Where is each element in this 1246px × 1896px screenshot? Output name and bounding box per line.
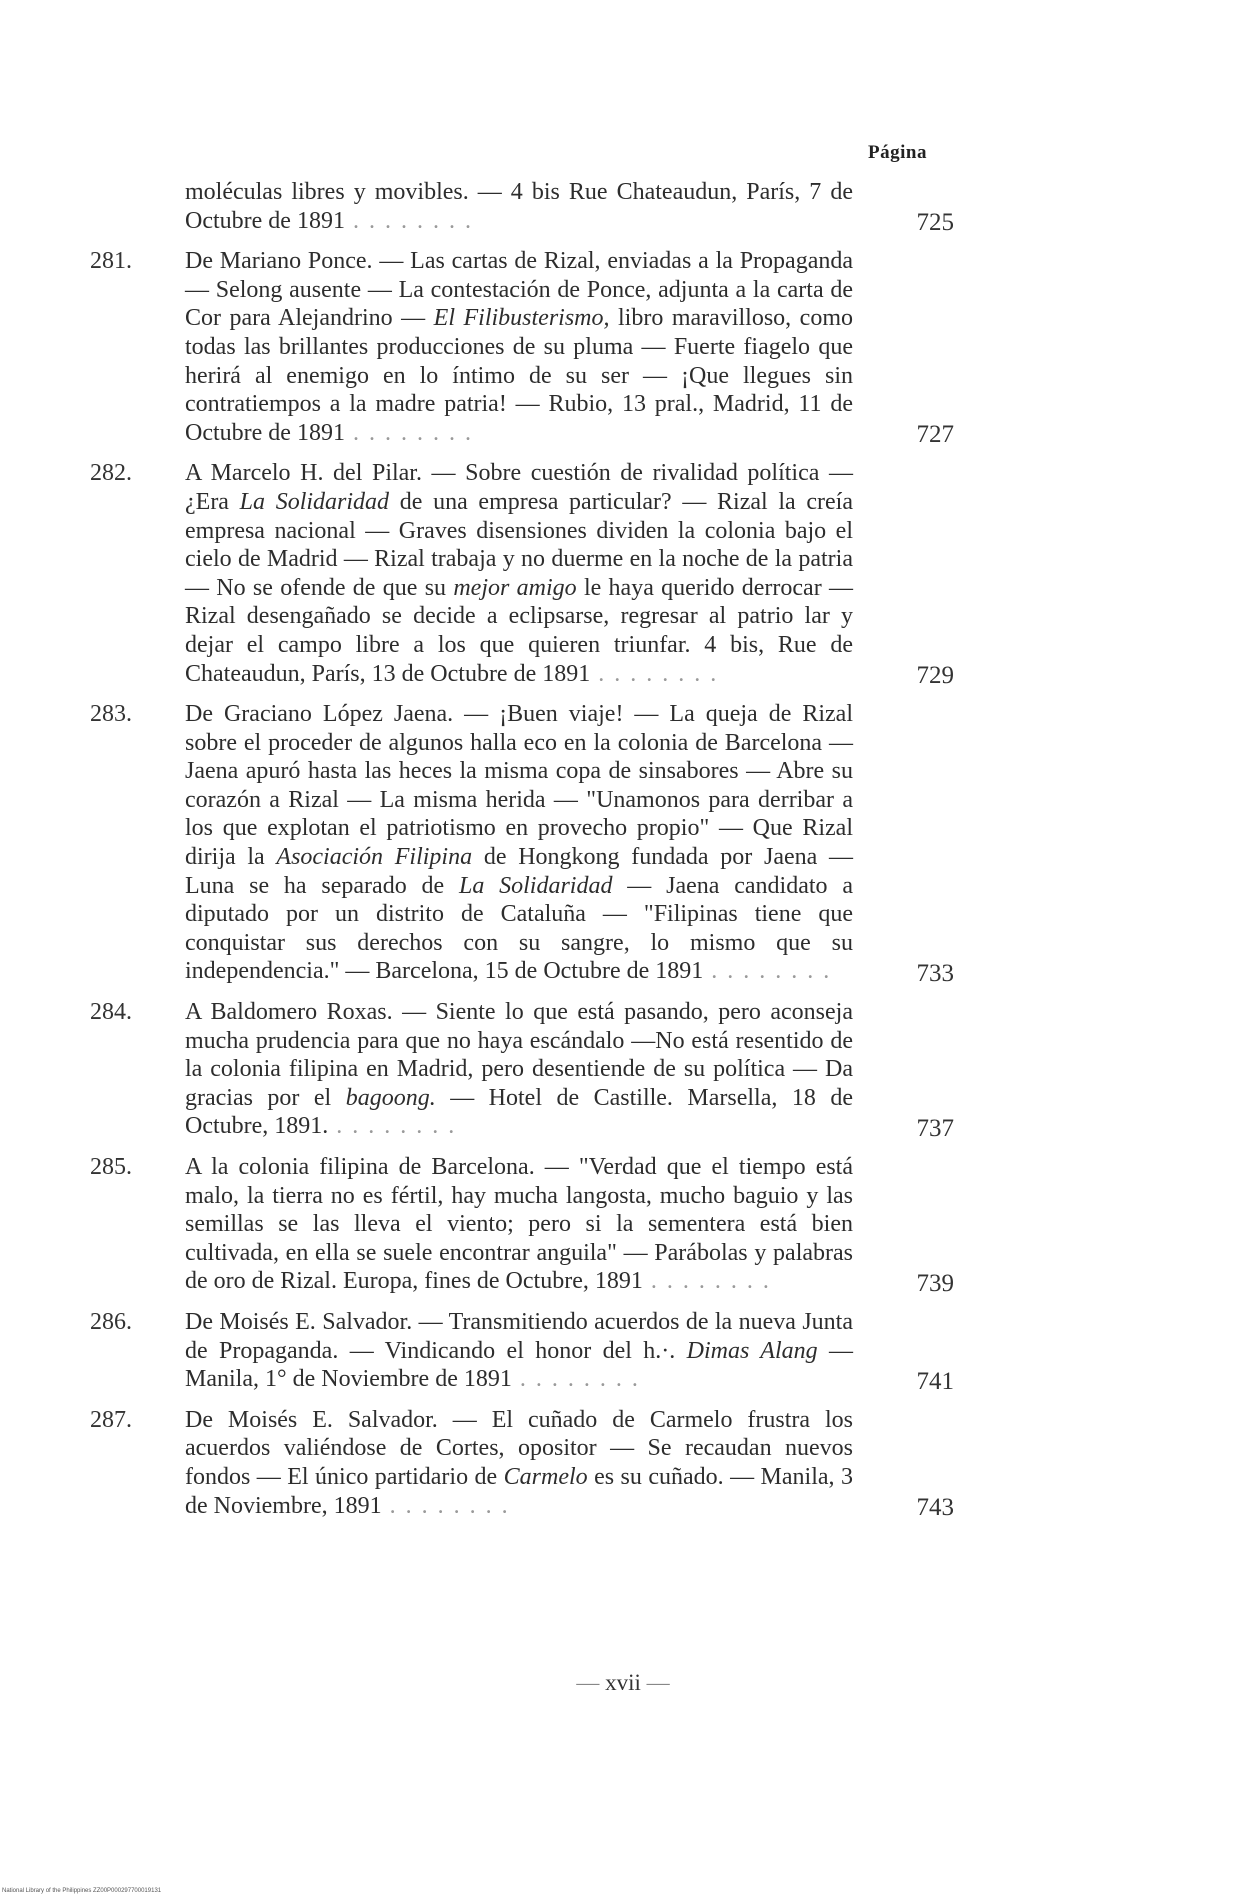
entry-page-number: 725 — [916, 209, 954, 237]
entry-number: 282. — [90, 460, 132, 487]
entry-title-italic: Carmelo — [503, 1463, 588, 1490]
entry-description — [185, 998, 853, 1141]
dot-leader: . . . . . . . . — [344, 207, 473, 234]
toc-entry — [0, 1153, 1246, 1296]
entry-text-segment: es su cuñado. — Manila, 3 de Noviembre, 1891 — [185, 1463, 853, 1519]
entry-number: 285. — [90, 1154, 132, 1180]
dot-leader: . . . . . . . . — [511, 1366, 640, 1393]
entry-description — [185, 700, 853, 986]
entry-title-italic: Dimas Alang — [686, 1337, 818, 1364]
entry-text-segment: libro maravilloso, como todas las brillantes producciones de su pluma — Fuerte fiagelo que herirá al enemigo en lo íntimo de su ser — ¡Que llegues sin contratiempos a la madre patria! — Rubio, 13 pral., Madrid, 11 de Octubre de 1891 — [185, 305, 853, 446]
entry-text-segment: moléculas libres y movibles. — 4 bis Rue Chateaudun, París, 7 de Octubre de 1891 — [185, 179, 853, 234]
table-of-contents — [0, 178, 1246, 1532]
dot-leader: . . . . . . . . — [381, 1492, 510, 1519]
footer-page-number: xvii — [605, 1670, 641, 1695]
toc-entry — [0, 459, 1246, 688]
entry-text-segment: De Moisés E. Salvador. — El cuñado de Carmelo frustra los acuerdos valiéndose de Cortes, opositor — Se recaudan nuevos fondos — El único partidario de — [185, 1406, 853, 1490]
entry-text-segment: — Hotel de Castille. Marsella, 18 de Octubre, 1891. — [185, 1084, 853, 1140]
entry-page-number: 733 — [916, 960, 954, 988]
entry-text-segment: le haya querido derrocar — Rizal desengañado se decide a eclipsarse, regresar al patrio lar y dejar el campo libre a los que quieren triunfar. 4 bis, Rue de Chateaudun, París, 13 de Octubre de 1891 — [185, 574, 853, 687]
toc-entry — [0, 998, 1246, 1141]
toc-entry — [0, 700, 1246, 986]
entry-description — [185, 1308, 853, 1394]
entry-description — [185, 1153, 853, 1296]
entry-title-italic: La Solidaridad — [239, 488, 390, 515]
entry-text-segment: — Jaena candidato a diputado por un distrito de Cataluña — "Filipinas tiene que conquistar sus derechos con su sangre, lo mismo que su independencia." — Barcelona, 15 de Octubre de 1891 — [185, 872, 853, 985]
toc-entry — [0, 178, 1246, 235]
toc-entry — [0, 247, 1246, 447]
entry-page-number: 741 — [916, 1367, 954, 1395]
toc-entry — [0, 1406, 1246, 1520]
entry-text-segment: A la colonia filipina de Barcelona. — "Verdad que el tiempo está malo, la tierra no es fértil, hay mucha langosta, mucho baguio y las semillas se las lleva el viento; pero si la sementera está bien cultivada, en ella se suele encontrar anguila" — Parábolas y palabras de oro de Rizal. Europa, fines de Octubre, 1891 — [185, 1154, 853, 1295]
entry-text-segment: De Moisés E. Salvador. — Transmitiendo acuerdos de la nueva Junta de Propaganda. — Vindicando el honor del h.·. — [185, 1308, 853, 1364]
entry-text-segment: — Manila, 1° de Noviembre de 1891 — [185, 1337, 853, 1393]
entry-page-number: 729 — [916, 662, 954, 690]
entry-description — [185, 459, 853, 688]
page-column-header: Página — [868, 142, 927, 163]
dot-leader: . . . . . . . . — [328, 1113, 457, 1140]
entry-title-italic: La Solidaridad — [458, 872, 613, 899]
page-footer — [0, 1670, 1246, 1696]
entry-title-italic: mejor amigo — [453, 574, 577, 601]
footer-dash-right: — — [646, 1670, 670, 1695]
dot-leader: . . . . . . . . — [642, 1268, 771, 1295]
entry-description — [185, 178, 853, 235]
entry-number: 283. — [90, 701, 132, 728]
dot-leader: . . . . . . . . — [590, 660, 719, 687]
entry-number: 287. — [90, 1406, 132, 1433]
entry-title-italic: bagoong. — [345, 1084, 436, 1111]
footer-dash-left: — — [576, 1670, 600, 1695]
entry-text-segment: de una empresa particular? — Rizal la creía empresa nacional — Graves disensiones dividen la colonia bajo el cielo de Madrid — Rizal trabaja y no duerme en la noche de la patria — No se ofende de que su — [185, 488, 853, 601]
dot-leader: . . . . . . . . — [344, 419, 473, 446]
entry-text-segment: De Graciano López Jaena. — ¡Buen viaje! — La queja de Rizal sobre el proceder de algunos halla eco en la colonia de Barcelona — Jaena apuró hasta las heces la misma copa de sinsabores — Abre su corazón a Rizal — La misma herida — "Unamonos para derribar a los que explotan el patriotismo en provecho propio" — Que Rizal dirija la — [185, 701, 853, 871]
entry-text-segment: A Baldomero Roxas. — Siente lo que está pasando, pero aconseja mucha prudencia para que no haya escándalo —No está resentido de la colonia filipina en Madrid, pero desentiende de su política — Da gracias por el — [185, 999, 853, 1111]
entry-description — [185, 1406, 853, 1520]
entry-number: 286. — [90, 1308, 132, 1335]
entry-page-number: 739 — [916, 1269, 954, 1297]
library-credit: National Library of the Philippines ZZ00P000297700019131 — [2, 1888, 162, 1894]
entry-description — [185, 247, 853, 447]
entry-title-italic: Asociación Filipina — [276, 844, 473, 871]
entry-page-number: 737 — [916, 1115, 954, 1142]
entry-number: 281. — [90, 248, 132, 275]
dot-leader: . . . . . . . . — [703, 958, 832, 985]
entry-number: 284. — [90, 999, 132, 1026]
entry-text-segment: De Mariano Ponce. — Las cartas de Rizal, enviadas a la Propaganda — Selong ausente — La contestación de Ponce, adjunta a la carta de Cor para Alejandrino — — [185, 248, 853, 332]
entry-page-number: 727 — [916, 421, 954, 449]
entry-text-segment: A Marcelo H. del Pilar. — Sobre cuestión de rivalidad política — ¿Era — [185, 460, 853, 515]
toc-entry — [0, 1308, 1246, 1394]
entry-page-number: 743 — [916, 1494, 954, 1522]
entry-title-italic: El Filibusterismo, — [433, 305, 610, 332]
entry-text-segment: de Hongkong fundada por Jaena — Luna se ha separado de — [185, 844, 853, 899]
